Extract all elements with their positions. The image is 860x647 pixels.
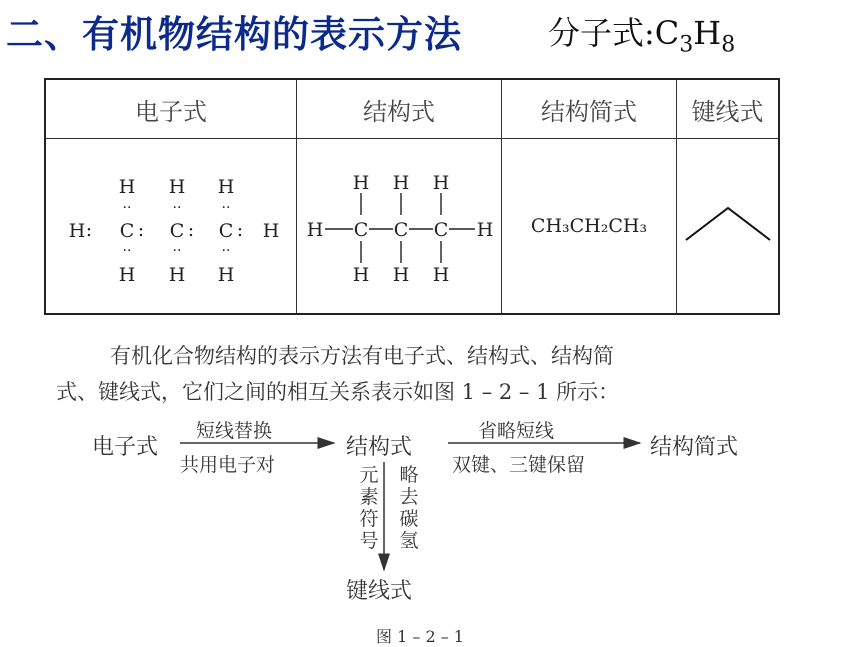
down-arrow-label-right bbox=[398, 464, 420, 552]
e-pair-bottom-2: ·· bbox=[172, 243, 182, 259]
page-title: 二、有机物结构的表示方法 bbox=[6, 13, 462, 56]
down-arrow-label-left bbox=[358, 464, 380, 552]
e-side-dots-0: : bbox=[85, 219, 93, 241]
e-h-left: H bbox=[68, 220, 86, 242]
e-pair-top-1: ·· bbox=[122, 200, 132, 216]
formula-hydrogen-count: 8 bbox=[721, 32, 736, 58]
header-structural-formula: 结构式 bbox=[297, 79, 502, 139]
formula-hydrogen: H bbox=[693, 14, 722, 52]
e-h-top-1: H bbox=[118, 176, 136, 198]
e-pair-top-3: ·· bbox=[221, 200, 231, 216]
node-skeletal-formula: 键线式 bbox=[346, 579, 413, 604]
arrow2-label-top: 省略短线 bbox=[478, 420, 555, 442]
e-h-top-3: H bbox=[217, 176, 235, 198]
left-char-2: 素 bbox=[359, 486, 379, 508]
s-c-3: C bbox=[433, 219, 449, 241]
arrow1-label-top: 短线替换 bbox=[196, 420, 273, 442]
e-h-top-2: H bbox=[168, 176, 186, 198]
node-electron-formula: 电子式 bbox=[92, 435, 159, 460]
paragraph-line-1: 有机化合物结构的表示方法有电子式、结构式、结构简 bbox=[110, 344, 614, 368]
e-h-bottom-1: H bbox=[118, 264, 136, 286]
e-side-dots-2: : bbox=[187, 219, 195, 241]
e-h-bottom-2: H bbox=[168, 264, 186, 286]
s-c-2: C bbox=[393, 219, 409, 241]
left-char-4: 号 bbox=[359, 530, 379, 552]
right-char-4: 氢 bbox=[399, 530, 419, 552]
left-char-3: 符 bbox=[359, 508, 379, 530]
s-h-right: H bbox=[476, 219, 494, 241]
figure-caption: 图 1 – 2 – 1 bbox=[376, 627, 464, 646]
e-pair-bottom-3: ·· bbox=[221, 243, 231, 259]
header-electron-formula: 电子式 bbox=[45, 79, 297, 139]
right-char-3: 碳 bbox=[399, 508, 419, 530]
e-side-dots-1: : bbox=[137, 219, 145, 241]
s-c-1: C bbox=[353, 219, 369, 241]
e-h-bottom-3: H bbox=[217, 264, 235, 286]
e-side-dots-3: : bbox=[236, 219, 244, 241]
e-h-right: H bbox=[262, 220, 280, 242]
e-pair-top-2: ·· bbox=[172, 200, 182, 216]
s-h-top-2: H bbox=[392, 172, 410, 194]
s-h-bottom-2: H bbox=[392, 264, 410, 286]
s-h-left: H bbox=[306, 219, 324, 241]
s-h-top-1: H bbox=[352, 172, 370, 194]
arrow1-label-bottom: 共用电子对 bbox=[180, 454, 276, 476]
formula-carbon-count: 3 bbox=[679, 32, 694, 58]
right-char-1: 略 bbox=[399, 464, 419, 486]
s-h-bottom-1: H bbox=[352, 264, 370, 286]
e-c-1: C bbox=[119, 220, 135, 242]
formula-carbon: C bbox=[654, 14, 680, 52]
condensed-formula-text: CH₃CH₂CH₃ bbox=[530, 215, 648, 237]
e-c-2: C bbox=[169, 220, 185, 242]
right-char-2: 去 bbox=[399, 486, 419, 508]
formula-prefix: 分子式: bbox=[548, 14, 655, 52]
e-c-3: C bbox=[218, 220, 234, 242]
header-condensed-formula: 结构简式 bbox=[502, 79, 677, 139]
node-structural-formula: 结构式 bbox=[346, 435, 413, 460]
node-condensed-formula: 结构简式 bbox=[650, 435, 739, 460]
header-skeletal-formula: 键线式 bbox=[677, 79, 780, 139]
paragraph-line-2: 式、键线式，它们之间的相互关系表示如图 1 – 2 – 1 所示： bbox=[56, 380, 620, 404]
s-h-top-3: H bbox=[432, 172, 450, 194]
arrow2-label-bottom: 双键、三键保留 bbox=[452, 454, 586, 476]
s-h-bottom-3: H bbox=[432, 264, 450, 286]
left-char-1: 元 bbox=[359, 464, 379, 486]
e-pair-bottom-1: ·· bbox=[122, 243, 132, 259]
